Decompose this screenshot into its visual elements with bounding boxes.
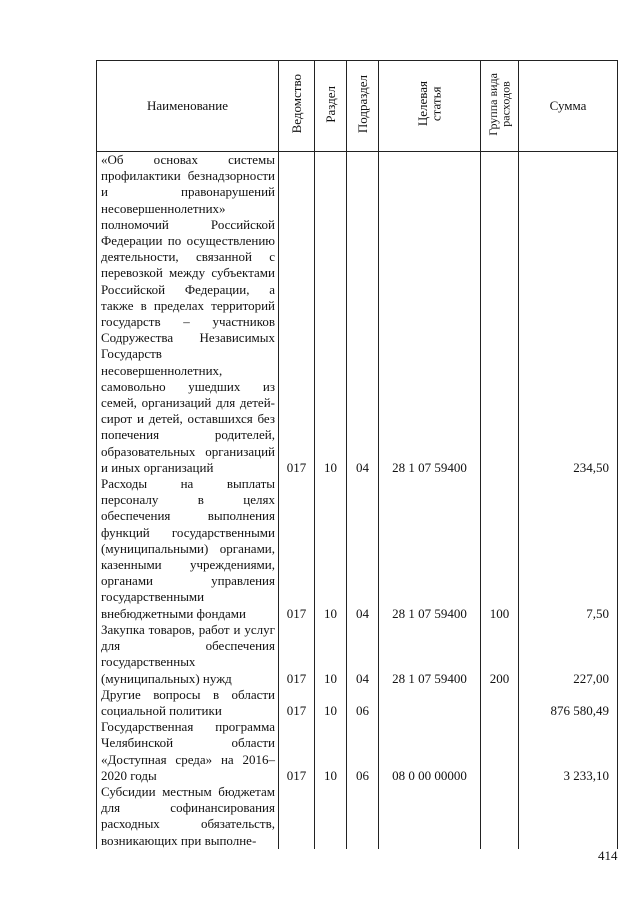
row-vedomstvo: 017 xyxy=(279,687,315,719)
table-row xyxy=(97,152,618,477)
table-row xyxy=(97,719,618,784)
row-summa: 876 580,49 xyxy=(519,687,618,719)
row-podrazdel: 04 xyxy=(347,622,379,687)
row-summa: 3 233,10 xyxy=(519,719,618,784)
table-row xyxy=(97,784,618,849)
row-name: Государственная программа Челябинской области «Доступная среда» на 2016–2020 годы xyxy=(97,719,279,784)
header-podrazdel: Подраздел xyxy=(347,61,379,152)
row-gruppa xyxy=(481,784,519,849)
table-header-row xyxy=(97,61,618,152)
table-row xyxy=(97,622,618,687)
row-razdel: 10 xyxy=(315,719,347,784)
row-razdel: 10 xyxy=(315,622,347,687)
row-name: «Об основах системы профилактики безнадзорности и правонарушений несовершеннолетних» полномочий Российской Федерации по осуществлению деятельности, связанной с перевозкой между субъектами Российской Федерации, а также в пределах территорий государств – участников Содружества Независимых Государств несовершеннолетних, самовольно ушедших из семей, организаций для детей-сирот и детей, оставшихся без попечения родителей, образовательных организаций и иных организаций xyxy=(97,152,279,477)
row-summa: 227,00 xyxy=(519,622,618,687)
row-name: Другие вопросы в области социальной политики xyxy=(97,687,279,719)
row-summa xyxy=(519,784,618,849)
row-podrazdel: 04 xyxy=(347,152,379,477)
row-vedomstvo xyxy=(279,784,315,849)
row-vedomstvo: 017 xyxy=(279,152,315,477)
row-podrazdel: 04 xyxy=(347,476,379,622)
page-number: 414 xyxy=(598,848,618,863)
row-podrazdel xyxy=(347,784,379,849)
row-celevaya-statya: 28 1 07 59400 xyxy=(379,152,481,477)
row-celevaya-statya: 28 1 07 59400 xyxy=(379,476,481,622)
row-gruppa xyxy=(481,687,519,719)
row-razdel: 10 xyxy=(315,687,347,719)
row-razdel xyxy=(315,784,347,849)
row-gruppa: 200 xyxy=(481,622,519,687)
table-row xyxy=(97,476,618,622)
row-name: Закупка товаров, работ и услуг для обеспечения государственных (муниципальных) нужд xyxy=(97,622,279,687)
row-celevaya-statya: 28 1 07 59400 xyxy=(379,622,481,687)
header-vedomstvo: Ведомство xyxy=(279,61,315,152)
row-celevaya-statya: 08 0 00 00000 xyxy=(379,719,481,784)
row-vedomstvo: 017 xyxy=(279,622,315,687)
header-celevaya-statya: Целевая статья xyxy=(379,61,481,152)
row-razdel: 10 xyxy=(315,476,347,622)
row-name: Субсидии местным бюджетам для софинансирования расходных обязательств, возникающих при выполне- xyxy=(97,784,279,849)
row-gruppa: 100 xyxy=(481,476,519,622)
row-vedomstvo: 017 xyxy=(279,476,315,622)
row-summa: 234,50 xyxy=(519,152,618,477)
row-celevaya-statya xyxy=(379,687,481,719)
row-gruppa xyxy=(481,719,519,784)
row-vedomstvo: 017 xyxy=(279,719,315,784)
row-gruppa xyxy=(481,152,519,477)
row-summa: 7,50 xyxy=(519,476,618,622)
header-razdel: Раздел xyxy=(315,61,347,152)
budget-table xyxy=(96,60,618,849)
row-podrazdel: 06 xyxy=(347,687,379,719)
row-celevaya-statya xyxy=(379,784,481,849)
header-summa: Сумма xyxy=(519,61,618,152)
header-name: Наименование xyxy=(97,61,279,152)
table-row xyxy=(97,687,618,719)
row-name: Расходы на выплаты персоналу в целях обеспечения выполнения функций государственными (муниципальными) органами, казенными учреждениями, органами управления государственными внебюджетными фондами xyxy=(97,476,279,622)
row-razdel: 10 xyxy=(315,152,347,477)
row-podrazdel: 06 xyxy=(347,719,379,784)
header-gruppa-vida-rashodov: Группа вида расходов xyxy=(481,61,519,152)
